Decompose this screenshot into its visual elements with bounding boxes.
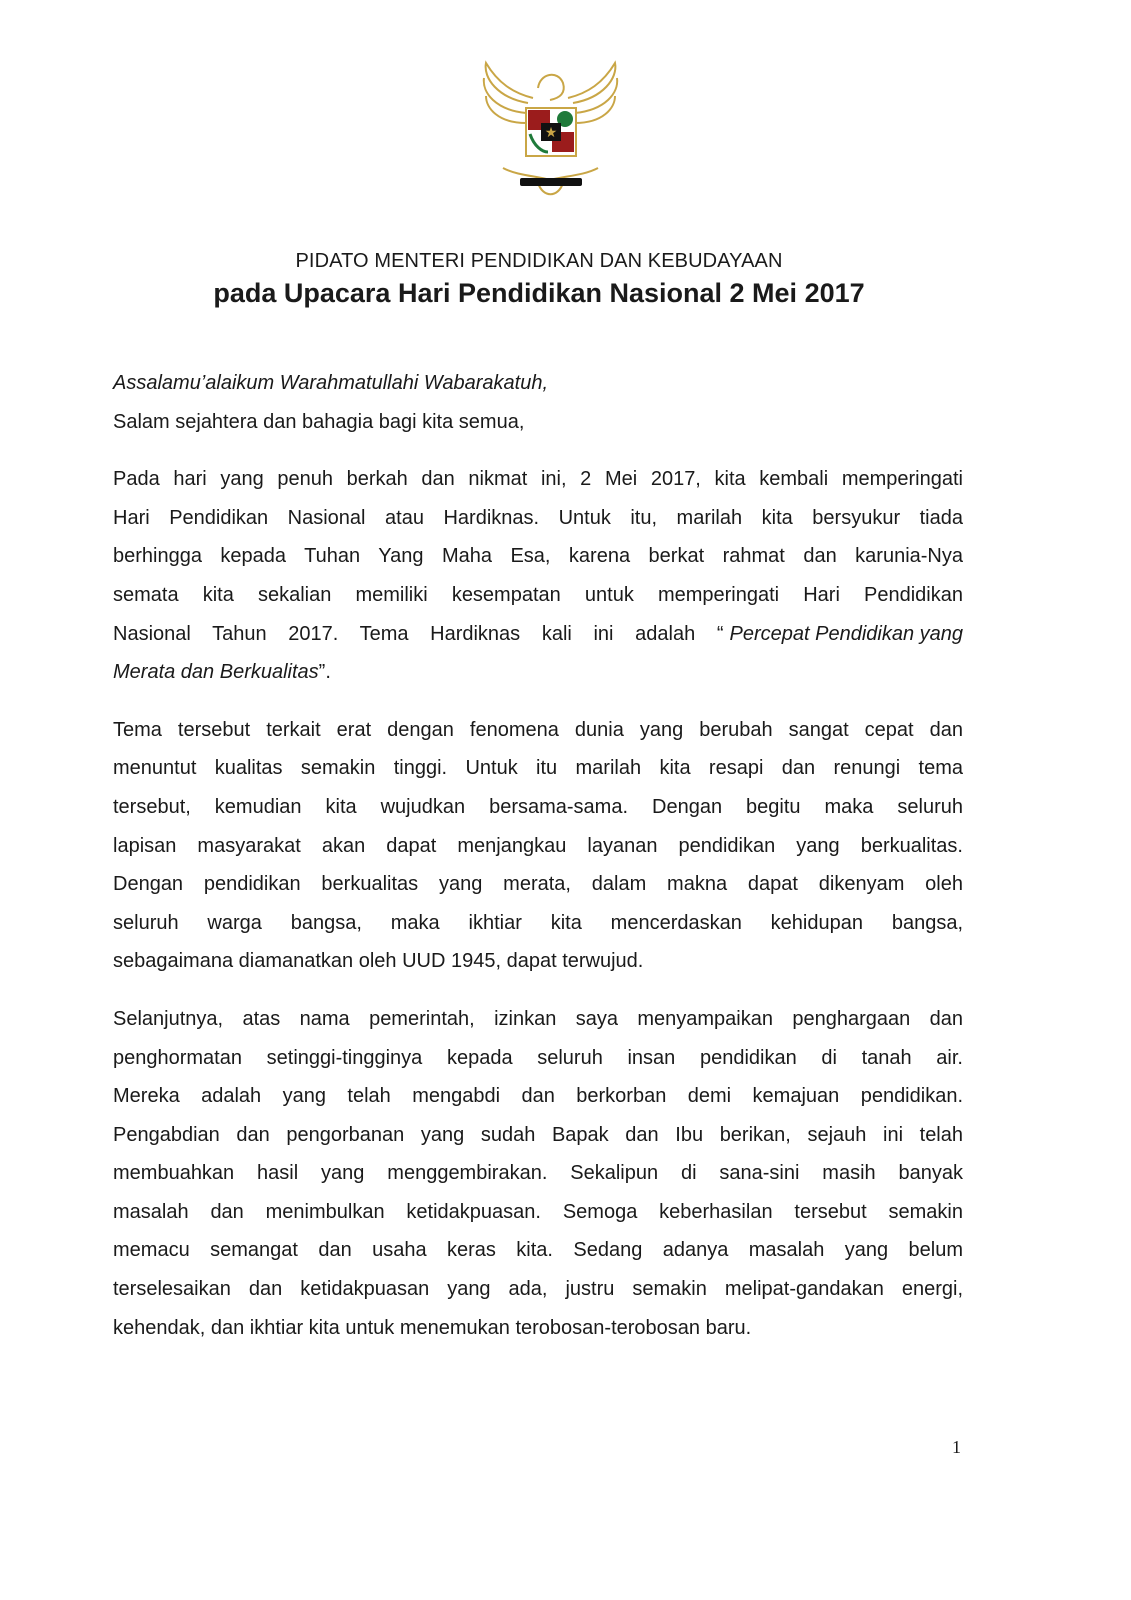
theme-text: Percepat Pendidikan yang (729, 622, 963, 645)
text-line: Mereka adalah yang telah mengabdi dan berkorban demi kemajuan pendidikan. (113, 1085, 963, 1108)
text-line: Hari Pendidikan Nasional atau Hardiknas. Untuk itu, marilah kita bersyukur tiada (113, 506, 963, 529)
text-line: lapisan masyarakat akan dapat menjangkau layanan pendidikan yang berkualitas. (113, 834, 963, 857)
text-line: kehendak, dan ikhtiar kita untuk menemukan terobosan-terobosan baru. (113, 1316, 752, 1339)
text-line: penghormatan setinggi-tingginya kepada seluruh insan pendidikan di tanah air. (113, 1046, 963, 1069)
text-line: Selanjutnya, atas nama pemerintah, izinkan saya menyampaikan penghargaan dan (113, 1007, 963, 1030)
paragraph (113, 711, 963, 981)
text-line: Dengan pendidikan berkualitas yang merata, dalam makna dapat dikenyam oleh (113, 873, 963, 896)
text-line: menuntut kualitas semakin tinggi. Untuk itu marilah kita resapi dan renungi tema (113, 757, 963, 780)
greeting-line: Assalamu’alaikum Warahmatullahi Wabarakatuh, (113, 372, 549, 394)
text-line: berhingga kepada Tuhan Yang Maha Esa, karena berkat rahmat dan karunia-Nya (113, 545, 963, 568)
text-line: terselesaikan dan ketidakpuasan yang ada, justru semakin melipat-gandakan energi, (113, 1278, 963, 1301)
paragraph (113, 1000, 963, 1347)
text-segment: ”. (318, 661, 331, 684)
speech-subtitle: PIDATO MENTERI PENDIDIKAN DAN KEBUDAYAAN (295, 250, 783, 272)
text-line: semata kita sekalian memiliki kesempatan untuk memperingati Hari Pendidikan (113, 583, 963, 606)
text-line: sebagaimana diamanatkan oleh UUD 1945, dapat terwujud. (113, 950, 644, 973)
speech-title: pada Upacara Hari Pendidikan Nasional 2 Mei 2017 (213, 278, 865, 308)
speech-body (113, 364, 963, 1366)
text-line: masalah dan menimbulkan ketidakpuasan. Semoga keberhasilan tersebut semakin (113, 1200, 963, 1223)
greeting-line: Salam sejahtera dan bahagia bagi kita semua, (113, 410, 525, 433)
text-line: membuahkan hasil yang menggembirakan. Sekalipun di sana-sini masih banyak (113, 1162, 963, 1185)
svg-text:★: ★ (544, 124, 558, 140)
page-number: 1 (952, 1437, 961, 1457)
text-line: Pada hari yang penuh berkah dan nikmat ini, 2 Mei 2017, kita kembali memperingati (113, 468, 963, 491)
text-line: seluruh warga bangsa, maka ikhtiar kita mencerdaskan kehidupan bangsa, (113, 911, 963, 934)
text-line: Pengabdian dan pengorbanan yang sudah Bapak dan Ibu berikan, sejauh ini telah (113, 1123, 963, 1146)
theme-text: Merata dan Berkualitas (113, 661, 319, 684)
text-line: tersebut, kemudian kita wujudkan bersama-sama. Dengan begitu maka seluruh (113, 795, 963, 818)
text-segment: Nasional Tahun 2017. Tema Hardiknas kali ini adalah “ (113, 622, 724, 645)
text-line: memacu semangat dan usaha keras kita. Sedang adanya masalah yang belum (113, 1239, 963, 1262)
greeting (113, 364, 963, 441)
text-line (113, 653, 963, 692)
paragraph (113, 460, 963, 692)
garuda-emblem-logo (478, 58, 623, 210)
text-line (113, 615, 963, 654)
text-line: Tema tersebut terkait erat dengan fenomena dunia yang berubah sangat cepat dan (113, 718, 963, 741)
